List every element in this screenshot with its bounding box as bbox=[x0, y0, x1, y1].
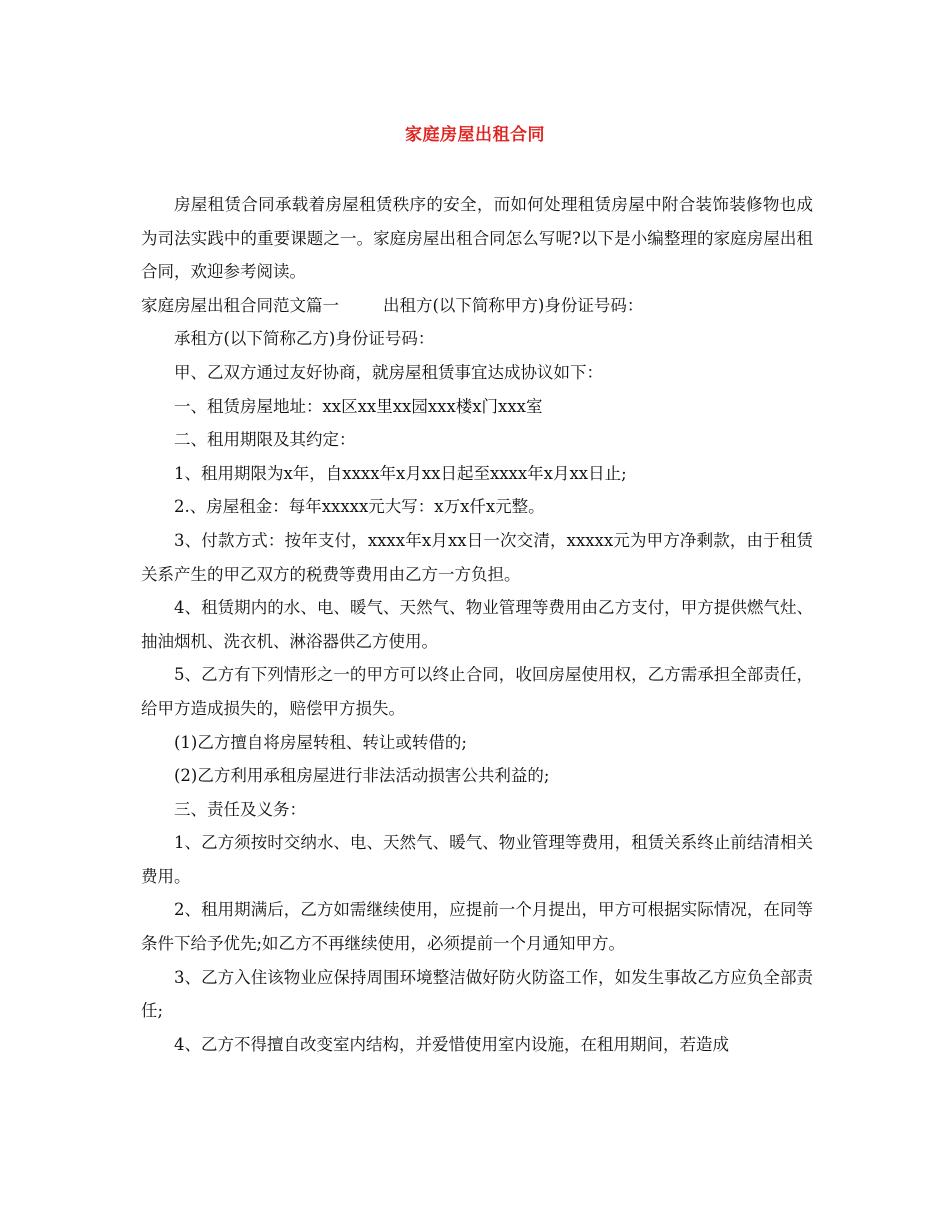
intro-paragraph: 房屋租赁合同承载着房屋租赁秩序的安全，而如何处理租赁房屋中附合装饰装修物也成为司法实践中的重要课题之一。家庭房屋出租合同怎么写呢?以下是小编整理的家庭房屋出租合同，欢迎参考阅读。 bbox=[141, 195, 813, 282]
lessor-id-line: 出租方(以下简称甲方)身份证号码： bbox=[383, 295, 644, 315]
section-term-heading: 二、租用期限及其约定： bbox=[174, 430, 356, 450]
section-duties-heading: 三、责任及义务： bbox=[174, 799, 306, 819]
lessee-id-line: 承租方(以下简称乙方)身份证号码： bbox=[174, 329, 435, 349]
termination-case-1: (1)乙方擅自将房屋转租、转让或转借的; bbox=[174, 732, 467, 752]
sample-heading-line bbox=[141, 289, 813, 323]
termination-case-2: (2)乙方利用承租房屋进行非法活动损害公共利益的; bbox=[174, 766, 550, 786]
document-body bbox=[141, 188, 813, 1061]
document-title: 家庭房屋出租合同 bbox=[405, 125, 545, 145]
duty-renewal: 2、租用期满后，乙方如需继续使用，应提前一个月提出，甲方可根据实际情况，在同等条件下给予优先;如乙方不再继续使用，必须提前一个月通知甲方。 bbox=[141, 900, 813, 954]
clause-utilities: 4、租赁期内的水、电、暖气、天然气、物业管理等费用由乙方支付，甲方提供燃气灶、抽油烟机、洗衣机、淋浴器供乙方使用。 bbox=[141, 598, 813, 651]
clause-termination: 5、乙方有下列情形之一的甲方可以终止合同，收回房屋使用权，乙方需承担全部责任，给甲方造成损失的，赔偿甲方损失。 bbox=[141, 665, 813, 718]
clause-rent: 2.、房屋租金：每年xxxxx元大写：x万x仟x元整。 bbox=[174, 497, 545, 517]
duty-safety: 3、乙方入住该物业应保持周围环境整洁做好防火防盗工作，如发生事故乙方应负全部责任; bbox=[141, 967, 813, 1021]
sample-heading: 家庭房屋出租合同范文篇一 bbox=[141, 295, 339, 315]
agreement-intro: 甲、乙双方通过友好协商，就房屋租赁事宜达成协议如下： bbox=[174, 362, 603, 382]
section-address: 一、租赁房屋地址：xx区xx里xx园xxx楼x门xxx室 bbox=[174, 396, 543, 416]
duty-structure: 4、乙方不得擅自改变室内结构，并爱惜使用室内设施，在租用期间，若造成 bbox=[174, 1034, 729, 1054]
clause-term: 1、租用期限为x年，自xxxx年x月xx日起至xxxx年x月xx日止; bbox=[174, 463, 627, 483]
clause-payment: 3、付款方式：按年支付，xxxx年x月xx日一次交清，xxxxx元为甲方净剩款，由于租赁关系产生的甲乙双方的税费等费用由乙方一方负担。 bbox=[141, 530, 813, 584]
duty-fees: 1、乙方须按时交纳水、电、天然气、暖气、物业管理等费用，租赁关系终止前结清相关费用。 bbox=[141, 833, 813, 886]
